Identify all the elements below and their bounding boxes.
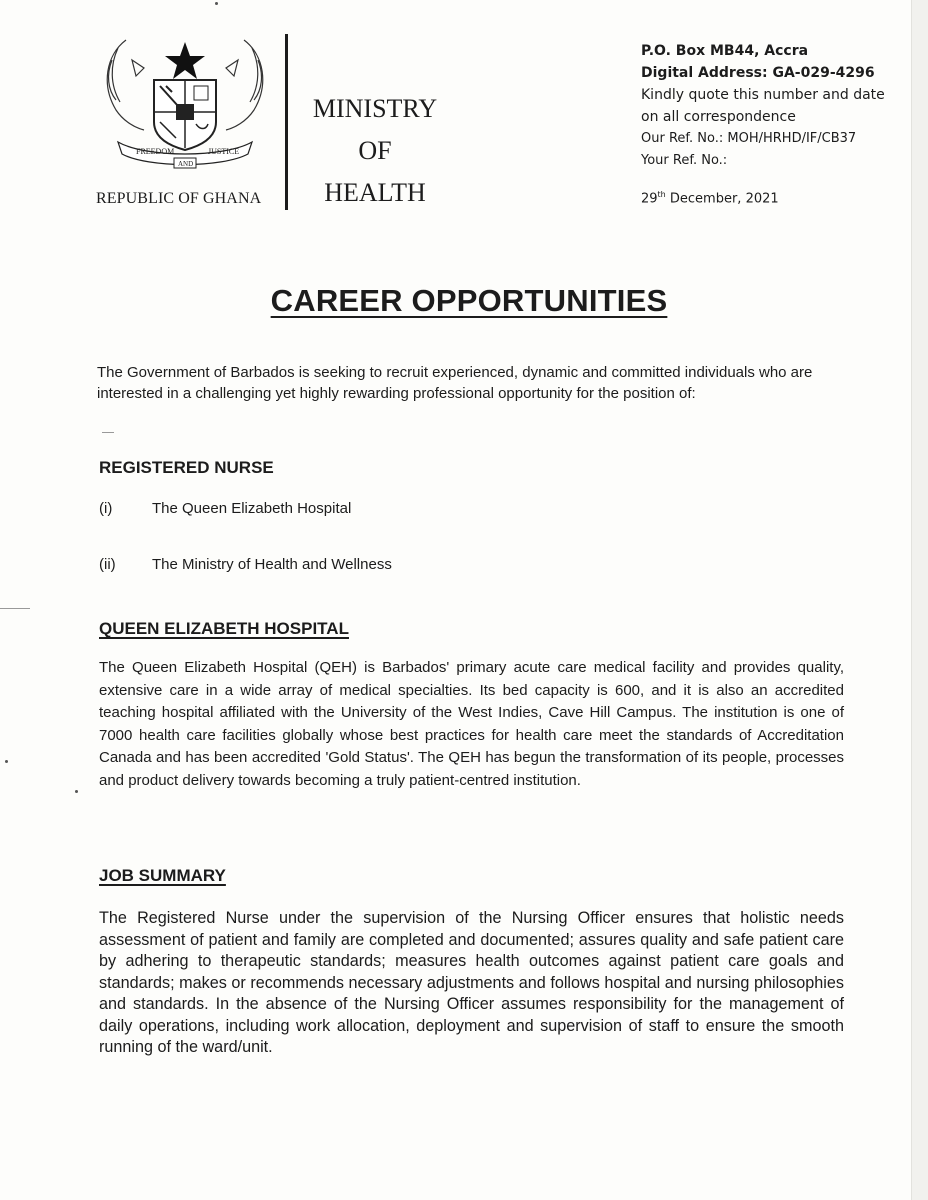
scan-mark	[0, 608, 30, 609]
motto-justice: JUSTICE	[208, 147, 240, 156]
qeh-paragraph: The Queen Elizabeth Hospital (QEH) is Barbados' primary acute care medical facility and provides quality, extensive care in a wide array of medical specialties. Its bed capacity is 600, and it is also an accredited teaching hospital affiliated with the University of the West Indies, Cave Hill Campus. The institution is one of 7000 health care facilities globally whose best practices for health care meet the standards of Accreditation Canada and has been accredited 'Gold Status'. The QEH has begun the transformation of its people, processes and product delivery towards becoming a truly patient-centred institution.	[99, 659, 844, 789]
page-edge	[911, 0, 928, 1200]
scan-mark	[102, 432, 114, 433]
list-number: (i)	[99, 500, 113, 517]
job-summary-heading-text: JOB SUMMARY	[99, 866, 226, 885]
date-rest: December, 2021	[665, 191, 779, 207]
page-title	[0, 283, 928, 319]
po-box: P.O. Box MB44, Accra	[641, 43, 809, 59]
page-title-text: CAREER OPPORTUNITIES	[270, 283, 668, 318]
contact-block	[641, 40, 911, 210]
republic-label: REPUBLIC OF GHANA	[96, 190, 262, 207]
scan-speck	[75, 790, 78, 793]
scan-speck	[5, 760, 8, 763]
list-item	[99, 500, 351, 517]
motto-and: AND	[178, 160, 194, 168]
qeh-heading	[99, 619, 349, 639]
position-heading: REGISTERED NURSE	[99, 458, 274, 477]
intro-paragraph: The Government of Barbados is seeking to recruit experienced, dynamic and committed individuals who are interested in a challenging yet highly rewarding professional opportunity for the position of:	[97, 364, 813, 402]
your-ref: Your Ref. No.:	[641, 153, 728, 168]
list-text: The Ministry of Health and Wellness	[152, 556, 392, 573]
qeh-heading-text: QUEEN ELIZABETH HOSPITAL	[99, 619, 349, 638]
date-suffix: th	[657, 190, 666, 199]
job-summary-heading	[99, 866, 226, 886]
ministry-name	[300, 88, 450, 214]
digital-address: Digital Address: GA-029-4296	[641, 65, 875, 81]
list-item	[99, 556, 392, 573]
header-divider	[285, 34, 288, 210]
quote-line-1: Kindly quote this number and date	[641, 87, 885, 103]
ministry-line-1: MINISTRY	[312, 94, 438, 123]
date-day: 29	[641, 191, 658, 207]
letterhead-left	[96, 30, 276, 210]
our-ref: Our Ref. No.: MOH/HRHD/IF/CB37	[641, 131, 857, 146]
ministry-line-2: OF	[358, 136, 392, 165]
ministry-line-3: HEALTH	[324, 178, 426, 207]
list-number: (ii)	[99, 556, 116, 573]
letter-date	[641, 184, 911, 210]
job-summary-paragraph: The Registered Nurse under the supervision of the Nursing Officer ensures that holistic needs assessment of patient and family are completed and documented; assures quality and safe patient care by adhering to therapeutic standards; measures health outcomes against patient care goals and standards; makes or recommends necessary adjustments and follows hospital and nursing philosophies and standards. In the absence of the Nursing Officer assumes responsibility for the management of daily operations, including work allocation, deployment and supervision of staff to ensure the smooth running of the ward/unit.	[99, 909, 844, 1056]
list-text: The Queen Elizabeth Hospital	[152, 500, 352, 517]
motto-freedom: FREEDOM	[136, 147, 175, 156]
quote-line-2: on all correspondence	[641, 109, 796, 125]
coat-of-arms-emblem	[96, 30, 274, 170]
scan-speck	[215, 2, 218, 5]
